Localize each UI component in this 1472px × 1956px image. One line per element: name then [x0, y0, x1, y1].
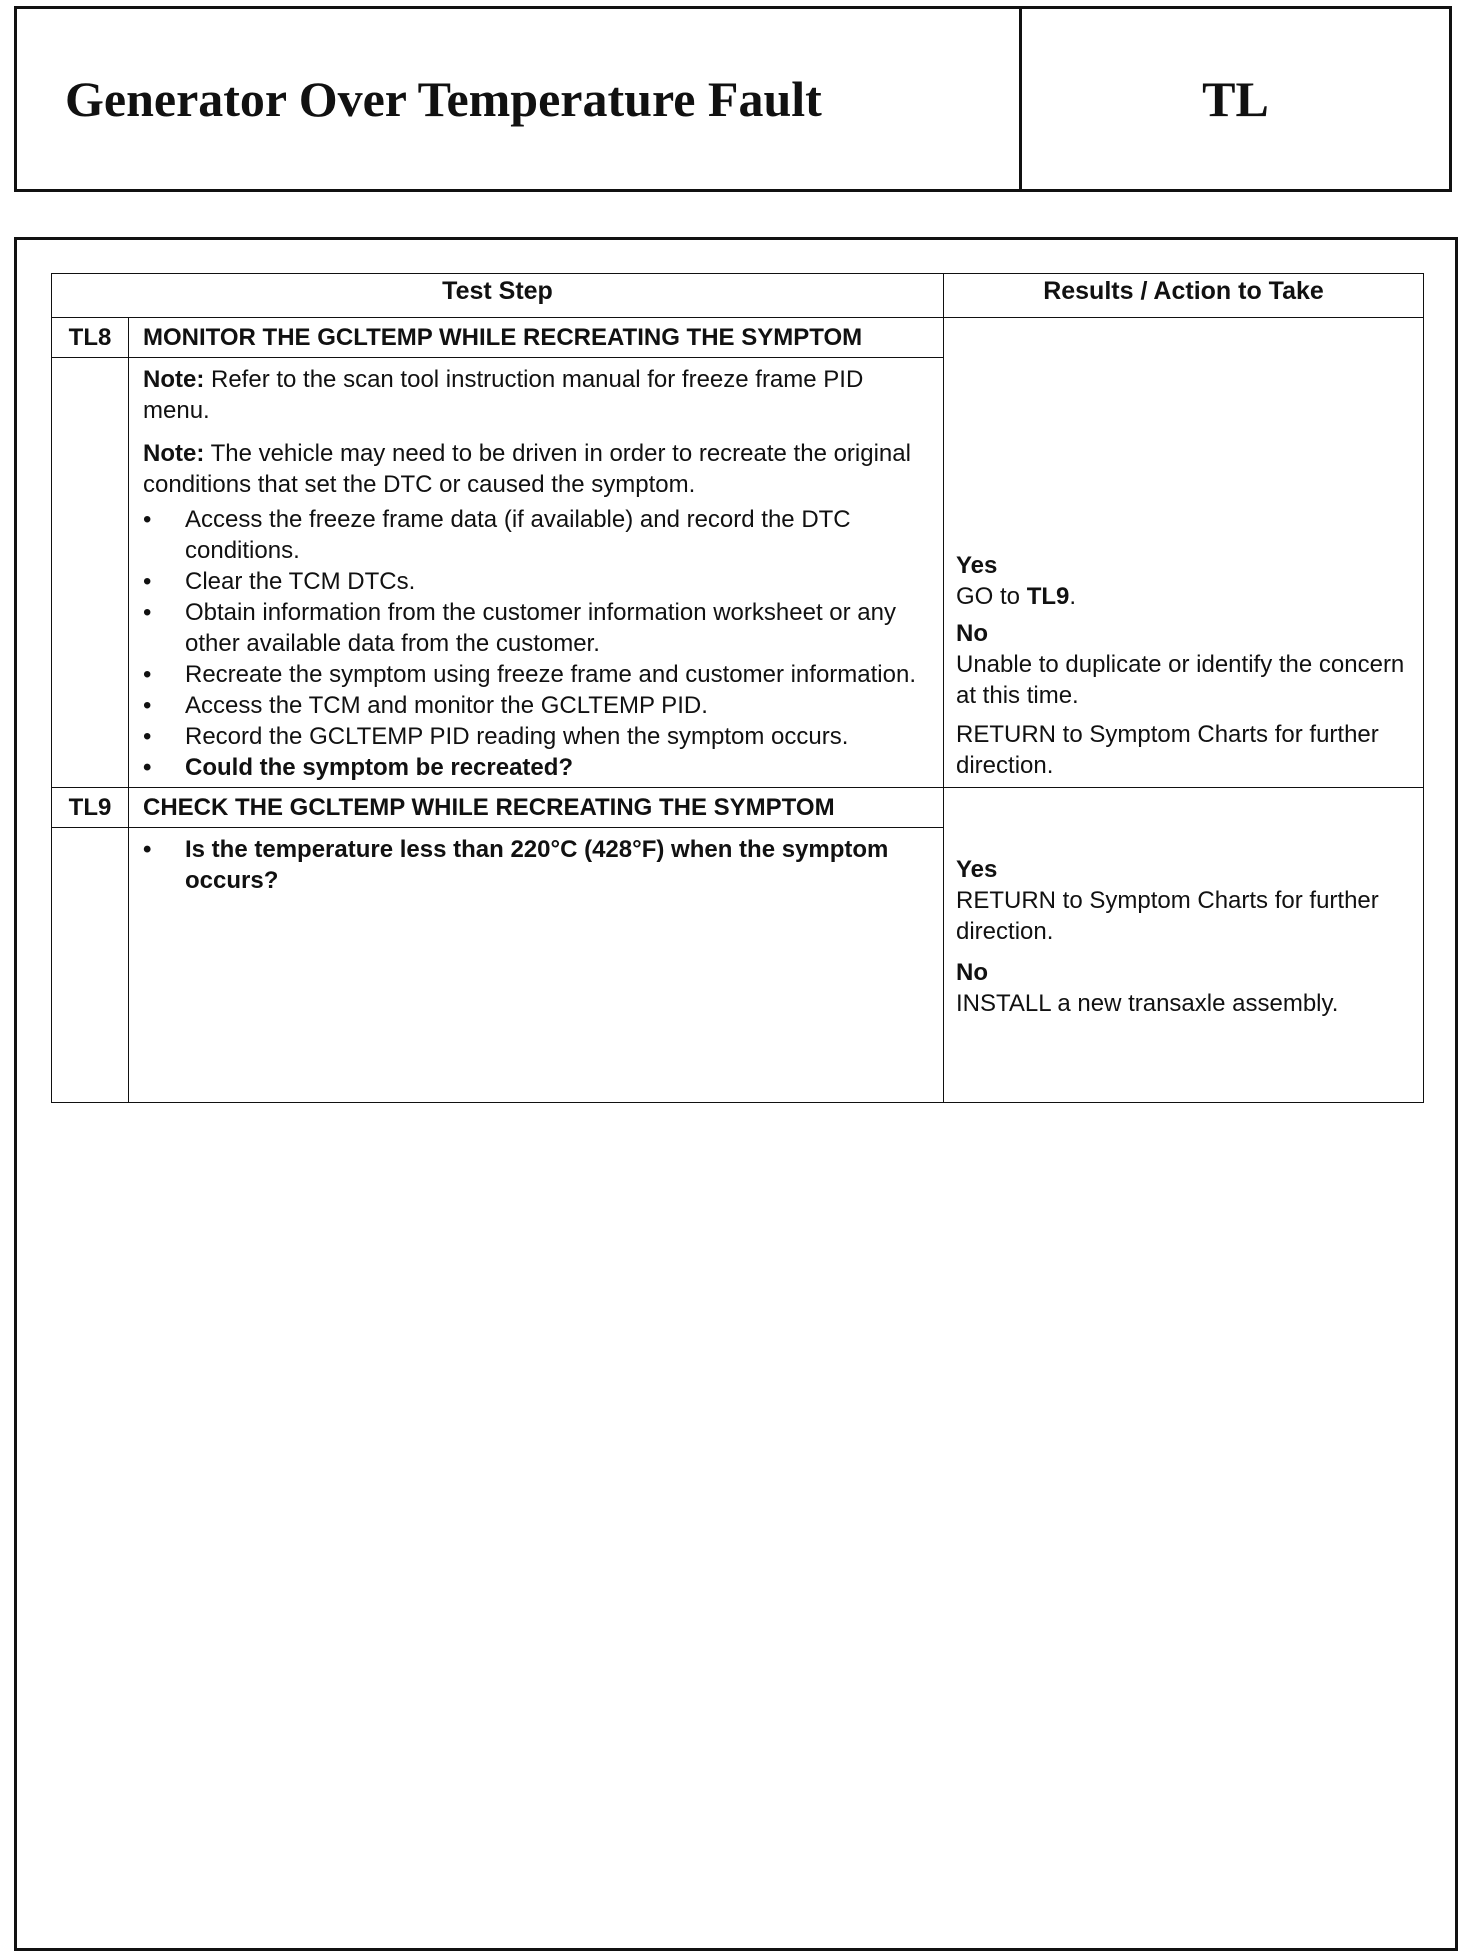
step-question-tl8: • Could the symptom be recreated? [143, 752, 929, 783]
note-freeze-frame [143, 364, 929, 426]
step-bullets-tl9 [143, 834, 929, 896]
note-text: Refer to the scan tool instruction manual for freeze frame PID menu. [143, 366, 864, 424]
no-label: No [956, 959, 988, 986]
list-item: • Clear the TCM DTCs. [143, 566, 929, 597]
test-step-header: Test Step [52, 274, 944, 318]
yes-action [956, 581, 1411, 612]
list-item: • Obtain information from the customer information worksheet or any other available data from the customer. [143, 597, 929, 659]
page-header [14, 6, 1452, 192]
no-label: No [956, 620, 988, 647]
step-tl9-title-row [52, 788, 1424, 828]
list-item: • Recreate the symptom using freeze frame and customer information. [143, 659, 929, 690]
step-body-tl9 [129, 828, 944, 1103]
step-result-tl8 [944, 318, 1424, 788]
step-body-tl8 [129, 358, 944, 788]
yes-action-text: RETURN to Symptom Charts for further direction. [956, 887, 1379, 945]
step-code-tl9: TL9 [52, 788, 129, 828]
step-result-tl9 [944, 788, 1424, 1103]
step-code-blank [52, 358, 129, 788]
note-label: Note: [143, 440, 205, 467]
step-question-tl9: • Is the temperature less than 220°C (428°F) when the symptom occurs? [143, 834, 929, 896]
procedure-panel [14, 237, 1458, 1951]
note-label: Note: [143, 366, 205, 393]
step-bullets-tl8 [143, 504, 929, 783]
list-item: • Access the TCM and monitor the GCLTEMP PID. [143, 690, 929, 721]
goto-tl9-link: TL9 [1026, 583, 1070, 610]
no-action-text: INSTALL a new transaxle assembly. [956, 990, 1339, 1017]
yes-label: Yes [956, 856, 998, 883]
step-tl8-title-row [52, 318, 1424, 358]
table-header-row [52, 274, 1424, 318]
yes-action-prefix: GO to [956, 583, 1027, 610]
yes-label: Yes [956, 552, 998, 579]
section-code: TL [1202, 71, 1269, 127]
step-title-tl8: MONITOR THE GCLTEMP WHILE RECREATING THE SYMPTOM [129, 318, 944, 358]
note-drive-vehicle [143, 438, 929, 500]
no-action-text: Unable to duplicate or identify the concern at this time. [956, 651, 1405, 709]
results-header: Results / Action to Take [944, 274, 1424, 318]
no-action-return: RETURN to Symptom Charts for further direction. [956, 721, 1379, 779]
yes-action-suffix: . [1069, 583, 1077, 610]
list-item: • Record the GCLTEMP PID reading when the symptom occurs. [143, 721, 929, 752]
step-title-tl9: CHECK THE GCLTEMP WHILE RECREATING THE SYMPTOM [129, 788, 944, 828]
note-text: The vehicle may need to be driven in order to recreate the original conditions that set the DTC or caused the symptom. [143, 440, 911, 498]
test-step-table [51, 273, 1424, 1103]
page-title: Generator Over Temperature Fault [17, 9, 1022, 189]
step-code-tl8: TL8 [52, 318, 129, 358]
list-item: • Access the freeze frame data (if available) and record the DTC conditions. [143, 504, 929, 566]
step-code-blank [52, 828, 129, 1103]
